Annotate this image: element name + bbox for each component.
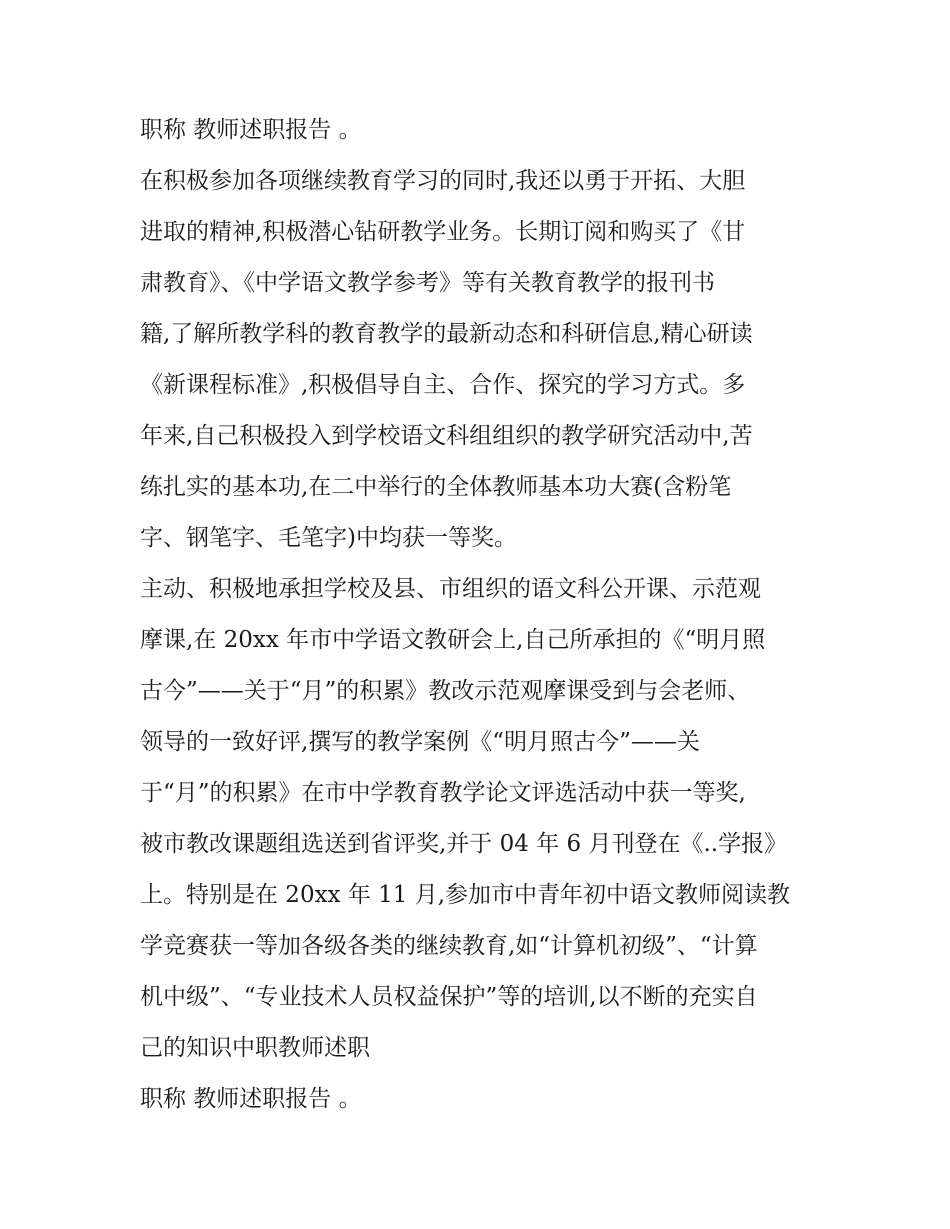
text-line: 年来,自己积极投入到学校语文科组组织的教学研究活动中,苦 [140, 423, 753, 449]
text-line: 练扎实的基本功,在二中举行的全体教师基本功大赛(含粉笔 [140, 474, 732, 500]
text-line: 肃教育》、《中学语文教学参考》等有关教育教学的报刊书 [140, 270, 715, 296]
text-line: 籍,了解所教学科的教育教学的最新动态和科研信息,精心研读 [140, 321, 753, 347]
text-line: 机中级”、“专业技术人员权益保护”等的培训,以不断的充实自 [140, 984, 758, 1010]
text-line: 上。特别是在 20xx 年 11 月,参加市中青年初中语文教师阅读教 [140, 882, 791, 908]
text-line: 学竞赛获一等加各级各类的继续教育,如“计算机初级”、“计算 [140, 933, 758, 959]
text-line: 在积极参加各项继续教育学习的同时,我还以勇于开拓、大胆 [140, 168, 746, 194]
text-line: 《新课程标准》,积极倡导自主、合作、探究的学习方式。多 [140, 372, 746, 398]
text-line: 领导的一致好评,撰写的教学案例《“明月照古今”——关 [140, 729, 700, 755]
text-line: 己的知识中职教师述职 [140, 1035, 370, 1061]
text-line: 摩课,在 20xx 年市中学语文教研会上,自己所承担的《“明月照 [140, 627, 766, 653]
text-line: 主动、积极地承担学校及县、市组织的语文科公开课、示范观 [140, 576, 761, 602]
text-line: 字、钢笔字、毛笔字)中均获一等奖。 [140, 525, 517, 551]
text-line: 古今”——关于“月”的积累》教改示范观摩课受到与会老师、 [140, 678, 751, 704]
text-line: 进取的精神,积极潜心钻研教学业务。长期订阅和购买了《甘 [140, 219, 746, 245]
text-line: 职称 教师述职报告 。 [140, 117, 362, 143]
text-line: 于“月”的积累》在市中学教育教学论文评选活动中获一等奖, [140, 780, 746, 806]
text-line: 被市教改课题组选送到省评奖,并于 04 年 6 月刊登在《..学报》 [140, 831, 788, 857]
text-line: 职称 教师述职报告 。 [140, 1086, 362, 1112]
